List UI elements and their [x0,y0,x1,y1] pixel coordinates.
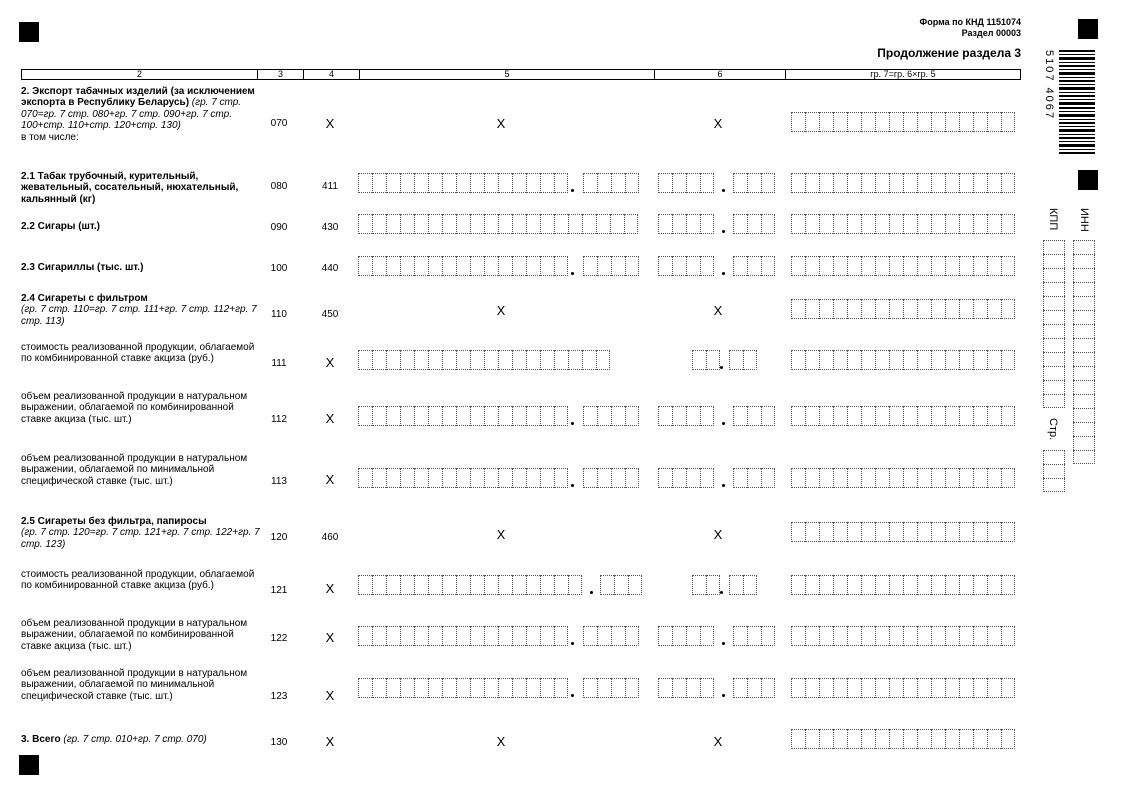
col6-fraction-field[interactable] [733,678,775,698]
inn-label: ИНН [1078,208,1090,232]
decimal-point [722,484,725,487]
amount-field[interactable] [791,214,1015,234]
amount-field[interactable] [791,729,1015,749]
x-mark: X [325,688,335,703]
x-mark: X [496,303,506,318]
column-header-row [21,69,1021,80]
x-mark: X [496,116,506,131]
x-mark: X [713,116,723,131]
row-label: стоимость реализованной продукции, облагаемой по комбинированной ставке акциза (руб.) [21,569,255,592]
row-label: 3. Всего (гр. 7 стр. 010+гр. 7 стр. 070) [21,734,207,745]
col5-integer-field[interactable] [358,468,568,488]
continuation-title: Продолжение раздела 3 [877,46,1021,60]
decimal-point [571,484,574,487]
decimal-point [571,694,574,697]
col6-fraction-field[interactable] [729,575,757,595]
decimal-point [571,189,574,192]
col-header: 2 [22,70,258,79]
col-header: 6 [655,70,786,79]
decimal-point [722,694,725,697]
col-header: 3 [258,70,304,79]
col5-fraction-field[interactable] [583,468,639,488]
row-label: 2.5 Сигареты без фильтра, папиросы (гр. 7 стр. 120=гр. 7 стр. 121+гр. 7 стр. 122+гр. 7 стр. 123) [21,516,260,550]
decimal-point [722,189,725,192]
amount-field[interactable] [791,256,1015,276]
page-label: Стр. [1047,418,1059,441]
col5-integer-field[interactable] [358,406,568,426]
row-col4: 460 [321,532,339,543]
col5-integer-field[interactable] [358,256,568,276]
col6-integer-field[interactable] [658,214,714,234]
x-mark: X [496,527,506,542]
amount-field[interactable] [791,406,1015,426]
amount-field[interactable] [791,350,1015,370]
row-code: 070 [270,118,288,129]
x-mark: X [325,355,335,370]
col6-integer-field[interactable] [658,626,714,646]
decimal-point [571,422,574,425]
col6-integer-field[interactable] [658,173,714,193]
x-mark: X [713,734,723,749]
barcode-number: 5107 4067 [1043,50,1055,120]
decimal-point [571,642,574,645]
form-code: Форма по КНД 1151074 [919,17,1021,27]
col6-integer-field[interactable] [658,468,714,488]
col6-fraction-field[interactable] [733,626,775,646]
row-label: объем реализованной продукции в натуральном выражении, облагаемой по комбинированной ставке акциза (тыс. шт.) [21,618,248,652]
amount-field[interactable] [791,678,1015,698]
row-code: 121 [270,585,288,596]
decimal-point [722,422,725,425]
row-label: 2.4 Сигареты с фильтром (гр. 7 стр. 110=гр. 7 стр. 111+гр. 7 стр. 112+гр. 7 стр. 113) [21,293,257,327]
x-mark: X [325,581,335,596]
corner-marker-top-right [1078,19,1098,39]
decimal-point [722,642,725,645]
col6-integer-field[interactable] [658,406,714,426]
row-col4: 450 [321,309,339,320]
row-label: объем реализованной продукции в натуральном выражении, облагаемой по минимальной специфической ставке (тыс. шт.) [21,453,248,487]
decimal-point [571,272,574,275]
row-code: 100 [270,263,288,274]
row-code: 111 [271,358,287,369]
col5-field[interactable] [358,350,610,370]
col6-integer-field[interactable] [658,256,714,276]
decimal-point [720,591,723,594]
amount-field[interactable] [791,468,1015,488]
amount-field[interactable] [791,575,1015,595]
col5-fraction-field[interactable] [583,678,639,698]
row-code: 113 [271,476,287,487]
col6-integer-field[interactable] [692,575,720,595]
col6-fraction-field[interactable] [733,173,775,193]
col5-field[interactable] [358,214,638,234]
col6-fraction-field[interactable] [733,468,775,488]
col5-fraction-field[interactable] [583,256,639,276]
x-mark: X [325,630,335,645]
decimal-point [722,272,725,275]
amount-field[interactable] [791,299,1015,319]
row-code: 120 [270,532,288,543]
col6-integer-field[interactable] [692,350,720,370]
section-code: Раздел 00003 [961,28,1021,38]
decimal-point [720,366,723,369]
row-code: 112 [271,414,287,425]
col5-fraction-field[interactable] [583,173,639,193]
row-code: 123 [270,691,288,702]
amount-field[interactable] [791,626,1015,646]
row-col4: 430 [321,222,339,233]
x-mark: X [496,734,506,749]
row-label: 2.1 Табак трубочный, курительный, жевательный, сосательный, нюхательный, кальянный (кг) [21,171,239,205]
col-header: 5 [360,70,655,79]
col5-fraction-field[interactable] [600,575,642,595]
row-label: 2.3 Сигариллы (тыс. шт.) [21,262,144,273]
row-label: объем реализованной продукции в натуральном выражении, облагаемой по комбинированной ставке акциза (тыс. шт.) [21,391,248,425]
corner-marker-bottom-left [19,755,39,775]
inn-field[interactable] [1073,240,1095,464]
col-header: 4 [304,70,360,79]
x-mark: X [325,116,335,131]
col6-fraction-field[interactable] [733,406,775,426]
col5-integer-field[interactable] [358,575,582,595]
barcode [1057,48,1097,158]
col5-integer-field[interactable] [358,173,568,193]
row-code: 080 [270,181,288,192]
col-header: гр. 7=гр. 6×гр. 5 [870,69,936,79]
row-label: объем реализованной продукции в натуральном выражении, облагаемой по минимальной специфической ставке (тыс. шт.) [21,668,248,702]
corner-marker-top-left [19,22,39,42]
x-mark: X [713,527,723,542]
amount-field[interactable] [791,112,1015,132]
row-label: 2. Экспорт табачных изделий (за исключением экспорта в Республику Беларусь) (гр. 7 стр. 070=гр. 7 стр. 080+гр. 7 стр. 090+гр. 7 стр. 100+стр. 110+стр. 120+стр. 130) в том числе: [21,86,255,143]
col5-fraction-field[interactable] [583,626,639,646]
x-mark: X [325,411,335,426]
row-col4: 440 [321,263,339,274]
row-code: 090 [270,222,288,233]
col6-fraction-field[interactable] [729,350,757,370]
corner-marker-right-mid [1078,170,1098,190]
col5-integer-field[interactable] [358,678,568,698]
x-mark: X [325,472,335,487]
kpp-field[interactable] [1043,240,1065,408]
row-label: 2.2 Сигары (шт.) [21,221,100,232]
col6-integer-field[interactable] [658,678,714,698]
decimal-point [722,230,725,233]
row-col4: 411 [322,181,338,192]
row-code: 110 [271,309,287,320]
amount-field[interactable] [791,173,1015,193]
col5-integer-field[interactable] [358,626,568,646]
row-code: 122 [270,633,288,644]
page-number-field[interactable] [1043,450,1065,492]
row-code: 130 [270,737,288,748]
amount-field[interactable] [791,522,1015,542]
col6-fraction-field[interactable] [733,214,775,234]
decimal-point [590,591,593,594]
col5-fraction-field[interactable] [583,406,639,426]
x-mark: X [713,303,723,318]
x-mark: X [325,734,335,749]
col6-fraction-field[interactable] [733,256,775,276]
kpp-label: КПП [1047,208,1059,231]
row-label: стоимость реализованной продукции, облагаемой по комбинированной ставке акциза (руб.) [21,342,255,365]
